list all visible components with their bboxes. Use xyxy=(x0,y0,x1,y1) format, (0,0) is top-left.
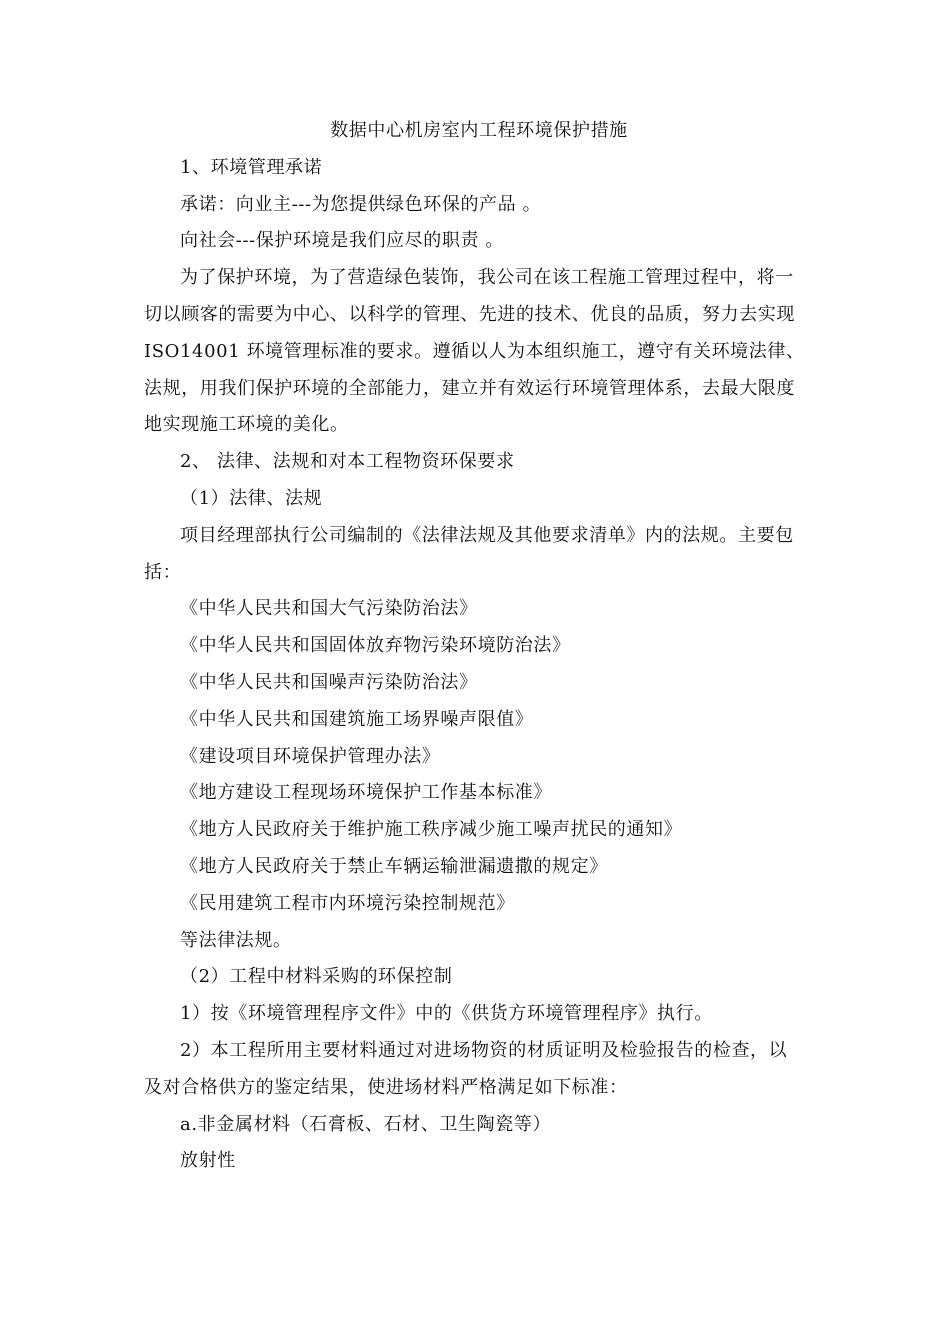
law-list-item: 《中华人民共和国大气污染防治法》 xyxy=(180,598,478,620)
paragraph-line: ISO14001 环境管理标准的要求。遵循以人为本组织施工，遵守有关环境法律、 xyxy=(144,340,805,362)
paragraph-line: 承诺：向业主---为您提供绿色环保的产品 。 xyxy=(180,193,542,215)
paragraph-line: 法规，用我们保护环境的全部能力，建立并有效运行环境管理体系，去最大限度 xyxy=(144,377,795,399)
paragraph-line: 1）按《环境管理程序文件》中的《供货方环境管理程序》执行。 xyxy=(180,1003,713,1025)
paragraph-line: a.非金属材料（石膏板、石材、卫生陶瓷等） xyxy=(180,1113,552,1135)
law-list-item: 《民用建筑工程市内环境污染控制规范》 xyxy=(180,892,515,914)
law-list-item: 《中华人民共和国建筑施工场界噪声限值》 xyxy=(180,708,534,730)
law-list-item: 《建设项目环境保护管理办法》 xyxy=(180,745,441,767)
section-heading-2: 2、 法律、法规和对本工程物资环保要求 xyxy=(180,451,515,473)
section-heading-1: 1、环境管理承诺 xyxy=(180,156,323,178)
subsection-heading: （1）法律、法规 xyxy=(180,487,323,509)
subsection-heading: （2）工程中材料采购的环保控制 xyxy=(180,966,453,988)
law-list-item: 《地方人民政府关于维护施工秩序减少施工噪声扰民的通知》 xyxy=(180,819,683,841)
paragraph-line: 等法律法规。 xyxy=(180,929,292,951)
paragraph-line: 及对合格供方的鉴定结果，使进场材料严格满足如下标准： xyxy=(144,1076,628,1098)
paragraph-line: 括： xyxy=(144,561,182,583)
paragraph-line: 地实现施工环境的美化。 xyxy=(144,414,349,436)
law-list-item: 《地方建设工程现场环境保护工作基本标准》 xyxy=(180,782,552,804)
paragraph-line: 切以顾客的需要为中心、以科学的管理、先进的技术、优良的品质，努力去实现 xyxy=(144,303,795,325)
paragraph-line: 向社会---保护环境是我们应尽的职责 。 xyxy=(180,230,504,252)
paragraph-line: 项目经理部执行公司编制的《法律法规及其他要求清单》内的法规。主要包 xyxy=(180,524,794,546)
paragraph-line: 为了保护环境，为了营造绿色装饰，我公司在该工程施工管理过程中，将一 xyxy=(180,267,794,289)
document-title: 数据中心机房室内工程环境保护措施 xyxy=(330,120,628,141)
law-list-item: 《中华人民共和国固体放弃物污染环境防治法》 xyxy=(180,635,571,657)
paragraph-line: 2）本工程所用主要材料通过对进场物资的材质证明及检验报告的检查，以 xyxy=(180,1039,788,1061)
law-list-item: 《地方人民政府关于禁止车辆运输泄漏遗撒的规定》 xyxy=(180,855,608,877)
document-body xyxy=(144,113,814,1180)
paragraph-line: 放射性 xyxy=(180,1150,236,1172)
law-list-item: 《中华人民共和国噪声污染防治法》 xyxy=(180,671,478,693)
